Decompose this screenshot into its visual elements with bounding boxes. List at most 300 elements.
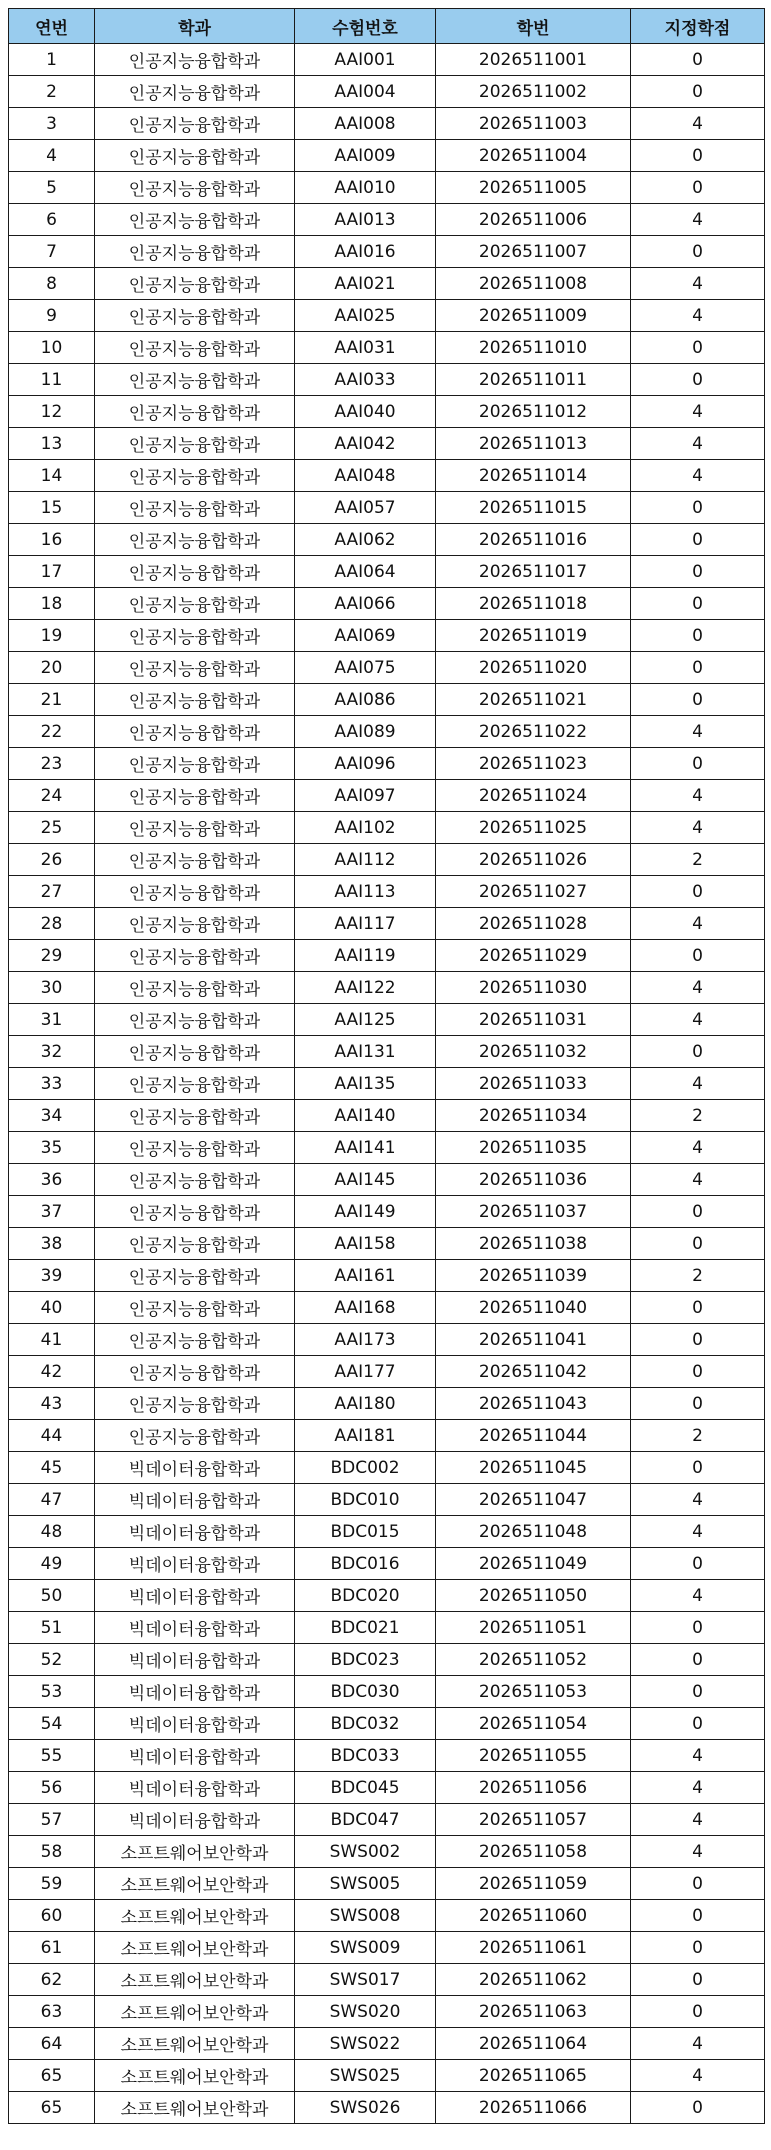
table-row <box>9 524 765 556</box>
department-cell: 인공지능융합학과 <box>95 204 295 236</box>
credits-cell: 0 <box>631 1548 765 1580</box>
credits-cell: 4 <box>631 1804 765 1836</box>
student-id-cell: 2026511025 <box>436 812 631 844</box>
student-id-cell: 2026511063 <box>436 1996 631 2028</box>
table-row <box>9 1356 765 1388</box>
credits-cell: 0 <box>631 1452 765 1484</box>
student-id-cell: 2026511040 <box>436 1292 631 1324</box>
serial-cell: 5 <box>9 172 95 204</box>
student-id-cell: 2026511042 <box>436 1356 631 1388</box>
credits-cell: 0 <box>631 1676 765 1708</box>
table-row <box>9 812 765 844</box>
department-cell: 인공지능융합학과 <box>95 1420 295 1452</box>
department-cell: 빅데이터융합학과 <box>95 1772 295 1804</box>
department-cell: 인공지능융합학과 <box>95 1036 295 1068</box>
credits-cell: 0 <box>631 1196 765 1228</box>
department-cell: 인공지능융합학과 <box>95 396 295 428</box>
department-cell: 빅데이터융합학과 <box>95 1644 295 1676</box>
student-id-cell: 2026511035 <box>436 1132 631 1164</box>
credits-cell: 0 <box>631 1868 765 1900</box>
serial-cell: 26 <box>9 844 95 876</box>
exam-number-cell: SWS026 <box>295 2092 436 2124</box>
credits-cell: 0 <box>631 620 765 652</box>
table-row <box>9 1004 765 1036</box>
serial-cell: 16 <box>9 524 95 556</box>
serial-cell: 29 <box>9 940 95 972</box>
exam-number-cell: AAI048 <box>295 460 436 492</box>
table-row <box>9 1164 765 1196</box>
exam-number-cell: AAI075 <box>295 652 436 684</box>
serial-cell: 61 <box>9 1932 95 1964</box>
student-id-cell: 2026511020 <box>436 652 631 684</box>
table-row <box>9 1580 765 1612</box>
serial-cell: 35 <box>9 1132 95 1164</box>
student-id-cell: 2026511015 <box>436 492 631 524</box>
serial-cell: 48 <box>9 1516 95 1548</box>
table-row <box>9 460 765 492</box>
credits-cell: 0 <box>631 2092 765 2124</box>
serial-cell: 8 <box>9 268 95 300</box>
student-id-cell: 2026511054 <box>436 1708 631 1740</box>
exam-number-cell: AAI168 <box>295 1292 436 1324</box>
serial-cell: 42 <box>9 1356 95 1388</box>
table-row <box>9 844 765 876</box>
exam-number-cell: AAI042 <box>295 428 436 460</box>
table-row <box>9 1676 765 1708</box>
exam-number-cell: SWS002 <box>295 1836 436 1868</box>
serial-cell: 31 <box>9 1004 95 1036</box>
exam-number-cell: BDC010 <box>295 1484 436 1516</box>
exam-number-cell: AAI181 <box>295 1420 436 1452</box>
department-cell: 인공지능융합학과 <box>95 492 295 524</box>
table-row <box>9 1484 765 1516</box>
department-cell: 인공지능융합학과 <box>95 588 295 620</box>
student-id-cell: 2026511036 <box>436 1164 631 1196</box>
serial-cell: 40 <box>9 1292 95 1324</box>
table-row <box>9 1932 765 1964</box>
department-cell: 인공지능융합학과 <box>95 332 295 364</box>
credits-cell: 2 <box>631 1100 765 1132</box>
department-cell: 인공지능융합학과 <box>95 1324 295 1356</box>
department-cell: 인공지능융합학과 <box>95 1004 295 1036</box>
table-row <box>9 1772 765 1804</box>
department-cell: 인공지능융합학과 <box>95 652 295 684</box>
serial-cell: 56 <box>9 1772 95 1804</box>
student-id-cell: 2026511051 <box>436 1612 631 1644</box>
exam-number-cell: BDC020 <box>295 1580 436 1612</box>
credits-cell: 4 <box>631 1516 765 1548</box>
exam-number-cell: BDC033 <box>295 1740 436 1772</box>
table-row <box>9 1036 765 1068</box>
department-cell: 소프트웨어보안학과 <box>95 2060 295 2092</box>
serial-cell: 32 <box>9 1036 95 1068</box>
table-row <box>9 1708 765 1740</box>
exam-number-cell: AAI004 <box>295 76 436 108</box>
student-id-cell: 2026511044 <box>436 1420 631 1452</box>
student-id-cell: 2026511034 <box>436 1100 631 1132</box>
credits-cell: 0 <box>631 652 765 684</box>
department-cell: 인공지능융합학과 <box>95 972 295 1004</box>
header-assigned-credits: 지정학점 <box>631 9 765 44</box>
serial-cell: 22 <box>9 716 95 748</box>
credits-cell: 4 <box>631 460 765 492</box>
student-id-cell: 2026511031 <box>436 1004 631 1036</box>
department-cell: 빅데이터융합학과 <box>95 1612 295 1644</box>
table-row <box>9 396 765 428</box>
table-row <box>9 1260 765 1292</box>
student-id-cell: 2026511048 <box>436 1516 631 1548</box>
table-row <box>9 1740 765 1772</box>
student-id-cell: 2026511032 <box>436 1036 631 1068</box>
student-id-cell: 2026511013 <box>436 428 631 460</box>
serial-cell: 18 <box>9 588 95 620</box>
student-id-cell: 2026511016 <box>436 524 631 556</box>
department-cell: 빅데이터융합학과 <box>95 1708 295 1740</box>
credits-cell: 0 <box>631 236 765 268</box>
department-cell: 소프트웨어보안학과 <box>95 1868 295 1900</box>
credits-cell: 0 <box>631 140 765 172</box>
student-id-cell: 2026511056 <box>436 1772 631 1804</box>
credits-cell: 4 <box>631 908 765 940</box>
student-id-cell: 2026511004 <box>436 140 631 172</box>
exam-number-cell: AAI112 <box>295 844 436 876</box>
serial-cell: 37 <box>9 1196 95 1228</box>
serial-cell: 19 <box>9 620 95 652</box>
department-cell: 인공지능융합학과 <box>95 1260 295 1292</box>
exam-number-cell: AAI086 <box>295 684 436 716</box>
department-cell: 인공지능융합학과 <box>95 1356 295 1388</box>
serial-cell: 7 <box>9 236 95 268</box>
department-cell: 소프트웨어보안학과 <box>95 2028 295 2060</box>
table-row <box>9 332 765 364</box>
exam-number-cell: AAI102 <box>295 812 436 844</box>
exam-number-cell: AAI010 <box>295 172 436 204</box>
student-id-cell: 2026511064 <box>436 2028 631 2060</box>
exam-number-cell: AAI062 <box>295 524 436 556</box>
exam-number-cell: AAI161 <box>295 1260 436 1292</box>
student-id-cell: 2026511045 <box>436 1452 631 1484</box>
credits-cell: 4 <box>631 1004 765 1036</box>
exam-number-cell: AAI140 <box>295 1100 436 1132</box>
serial-cell: 43 <box>9 1388 95 1420</box>
student-id-cell: 2026511002 <box>436 76 631 108</box>
serial-cell: 1 <box>9 44 95 76</box>
exam-number-cell: AAI021 <box>295 268 436 300</box>
table-row <box>9 588 765 620</box>
serial-cell: 17 <box>9 556 95 588</box>
credits-cell: 4 <box>631 780 765 812</box>
table-row <box>9 1900 765 1932</box>
table-row <box>9 908 765 940</box>
student-id-cell: 2026511028 <box>436 908 631 940</box>
student-id-cell: 2026511055 <box>436 1740 631 1772</box>
serial-cell: 2 <box>9 76 95 108</box>
credits-cell: 4 <box>631 204 765 236</box>
credits-cell: 0 <box>631 332 765 364</box>
table-row <box>9 1612 765 1644</box>
serial-cell: 13 <box>9 428 95 460</box>
student-id-cell: 2026511008 <box>436 268 631 300</box>
serial-cell: 27 <box>9 876 95 908</box>
table-row <box>9 1196 765 1228</box>
student-id-cell: 2026511062 <box>436 1964 631 1996</box>
credits-cell: 4 <box>631 108 765 140</box>
department-cell: 인공지능융합학과 <box>95 1196 295 1228</box>
credits-cell: 0 <box>631 1708 765 1740</box>
credits-cell: 4 <box>631 1772 765 1804</box>
credits-cell: 4 <box>631 2060 765 2092</box>
exam-number-cell: SWS009 <box>295 1932 436 1964</box>
department-cell: 빅데이터융합학과 <box>95 1548 295 1580</box>
student-id-cell: 2026511003 <box>436 108 631 140</box>
exam-number-cell: AAI131 <box>295 1036 436 1068</box>
department-cell: 소프트웨어보안학과 <box>95 1900 295 1932</box>
credits-cell: 4 <box>631 1836 765 1868</box>
table-row <box>9 2028 765 2060</box>
student-id-cell: 2026511041 <box>436 1324 631 1356</box>
credits-cell: 4 <box>631 1484 765 1516</box>
exam-number-cell: AAI016 <box>295 236 436 268</box>
credits-cell: 2 <box>631 1260 765 1292</box>
table-row <box>9 1452 765 1484</box>
student-id-cell: 2026511030 <box>436 972 631 1004</box>
table-row <box>9 620 765 652</box>
department-cell: 인공지능융합학과 <box>95 940 295 972</box>
exam-number-cell: BDC047 <box>295 1804 436 1836</box>
credits-cell: 4 <box>631 812 765 844</box>
serial-cell: 41 <box>9 1324 95 1356</box>
credits-cell: 4 <box>631 2028 765 2060</box>
department-cell: 인공지능융합학과 <box>95 684 295 716</box>
table-row <box>9 140 765 172</box>
student-id-cell: 2026511047 <box>436 1484 631 1516</box>
student-id-cell: 2026511061 <box>436 1932 631 1964</box>
header-exam-number: 수험번호 <box>295 9 436 44</box>
credits-cell: 4 <box>631 1580 765 1612</box>
serial-cell: 21 <box>9 684 95 716</box>
exam-number-cell: AAI125 <box>295 1004 436 1036</box>
credits-cell: 0 <box>631 364 765 396</box>
serial-cell: 24 <box>9 780 95 812</box>
serial-cell: 20 <box>9 652 95 684</box>
table-row <box>9 2060 765 2092</box>
department-cell: 인공지능융합학과 <box>95 140 295 172</box>
table-row <box>9 556 765 588</box>
exam-number-cell: AAI119 <box>295 940 436 972</box>
department-cell: 소프트웨어보안학과 <box>95 2092 295 2124</box>
exam-number-cell: BDC045 <box>295 1772 436 1804</box>
credits-cell: 0 <box>631 76 765 108</box>
serial-cell: 59 <box>9 1868 95 1900</box>
serial-cell: 15 <box>9 492 95 524</box>
serial-cell: 53 <box>9 1676 95 1708</box>
table-row <box>9 1868 765 1900</box>
department-cell: 인공지능융합학과 <box>95 748 295 780</box>
credits-cell: 4 <box>631 1068 765 1100</box>
exam-number-cell: AAI180 <box>295 1388 436 1420</box>
department-cell: 인공지능융합학과 <box>95 44 295 76</box>
credits-cell: 4 <box>631 1132 765 1164</box>
student-id-cell: 2026511049 <box>436 1548 631 1580</box>
department-cell: 인공지능융합학과 <box>95 364 295 396</box>
exam-number-cell: SWS005 <box>295 1868 436 1900</box>
serial-cell: 25 <box>9 812 95 844</box>
table-row <box>9 972 765 1004</box>
serial-cell: 58 <box>9 1836 95 1868</box>
credits-cell: 4 <box>631 428 765 460</box>
serial-cell: 14 <box>9 460 95 492</box>
department-cell: 인공지능융합학과 <box>95 236 295 268</box>
table-row <box>9 428 765 460</box>
table-row <box>9 236 765 268</box>
exam-number-cell: AAI008 <box>295 108 436 140</box>
student-id-cell: 2026511022 <box>436 716 631 748</box>
student-id-cell: 2026511038 <box>436 1228 631 1260</box>
table-row <box>9 2092 765 2124</box>
serial-cell: 10 <box>9 332 95 364</box>
exam-number-cell: AAI113 <box>295 876 436 908</box>
student-id-cell: 2026511026 <box>436 844 631 876</box>
department-cell: 인공지능융합학과 <box>95 556 295 588</box>
student-id-cell: 2026511019 <box>436 620 631 652</box>
department-cell: 인공지능융합학과 <box>95 1100 295 1132</box>
exam-number-cell: AAI040 <box>295 396 436 428</box>
credits-cell: 0 <box>631 748 765 780</box>
table-row <box>9 1548 765 1580</box>
credits-cell: 2 <box>631 844 765 876</box>
serial-cell: 3 <box>9 108 95 140</box>
department-cell: 인공지능융합학과 <box>95 460 295 492</box>
student-id-cell: 2026511053 <box>436 1676 631 1708</box>
serial-cell: 36 <box>9 1164 95 1196</box>
credits-cell: 4 <box>631 1740 765 1772</box>
serial-cell: 6 <box>9 204 95 236</box>
exam-number-cell: AAI013 <box>295 204 436 236</box>
serial-cell: 49 <box>9 1548 95 1580</box>
exam-number-cell: AAI066 <box>295 588 436 620</box>
credits-cell: 4 <box>631 396 765 428</box>
exam-number-cell: AAI057 <box>295 492 436 524</box>
exam-number-cell: BDC032 <box>295 1708 436 1740</box>
serial-cell: 51 <box>9 1612 95 1644</box>
credits-cell: 0 <box>631 1324 765 1356</box>
department-cell: 빅데이터융합학과 <box>95 1484 295 1516</box>
credits-cell: 4 <box>631 268 765 300</box>
credits-cell: 2 <box>631 1420 765 1452</box>
table-row <box>9 1804 765 1836</box>
student-id-cell: 2026511060 <box>436 1900 631 1932</box>
student-id-cell: 2026511001 <box>436 44 631 76</box>
student-id-cell: 2026511059 <box>436 1868 631 1900</box>
credits-cell: 4 <box>631 1164 765 1196</box>
department-cell: 인공지능융합학과 <box>95 844 295 876</box>
table-row <box>9 204 765 236</box>
serial-cell: 44 <box>9 1420 95 1452</box>
serial-cell: 54 <box>9 1708 95 1740</box>
department-cell: 인공지능융합학과 <box>95 428 295 460</box>
table-row <box>9 44 765 76</box>
serial-cell: 62 <box>9 1964 95 1996</box>
department-cell: 인공지능융합학과 <box>95 1292 295 1324</box>
department-cell: 소프트웨어보안학과 <box>95 1836 295 1868</box>
credits-cell: 0 <box>631 876 765 908</box>
credits-cell: 0 <box>631 172 765 204</box>
header-department: 학과 <box>95 9 295 44</box>
serial-cell: 38 <box>9 1228 95 1260</box>
serial-cell: 12 <box>9 396 95 428</box>
exam-number-cell: AAI097 <box>295 780 436 812</box>
exam-number-cell: AAI135 <box>295 1068 436 1100</box>
table-row <box>9 1996 765 2028</box>
department-cell: 인공지능융합학과 <box>95 1228 295 1260</box>
exam-number-cell: AAI149 <box>295 1196 436 1228</box>
serial-cell: 4 <box>9 140 95 172</box>
student-id-cell: 2026511027 <box>436 876 631 908</box>
exam-number-cell: AAI009 <box>295 140 436 172</box>
department-cell: 빅데이터융합학과 <box>95 1676 295 1708</box>
exam-number-cell: BDC015 <box>295 1516 436 1548</box>
credits-cell: 0 <box>631 1612 765 1644</box>
table-row <box>9 1836 765 1868</box>
exam-number-cell: BDC016 <box>295 1548 436 1580</box>
serial-cell: 23 <box>9 748 95 780</box>
department-cell: 빅데이터융합학과 <box>95 1740 295 1772</box>
student-id-cell: 2026511052 <box>436 1644 631 1676</box>
exam-number-cell: AAI122 <box>295 972 436 1004</box>
credits-cell: 0 <box>631 588 765 620</box>
credits-cell: 0 <box>631 684 765 716</box>
exam-number-cell: AAI064 <box>295 556 436 588</box>
exam-number-cell: AAI069 <box>295 620 436 652</box>
table-row <box>9 1132 765 1164</box>
exam-number-cell: BDC030 <box>295 1676 436 1708</box>
table-row <box>9 1516 765 1548</box>
table-row <box>9 76 765 108</box>
credits-cell: 0 <box>631 1228 765 1260</box>
table-row <box>9 1228 765 1260</box>
student-id-cell: 2026511014 <box>436 460 631 492</box>
student-id-cell: 2026511043 <box>436 1388 631 1420</box>
student-id-cell: 2026511009 <box>436 300 631 332</box>
table-row <box>9 364 765 396</box>
credits-cell: 0 <box>631 1292 765 1324</box>
exam-number-cell: AAI158 <box>295 1228 436 1260</box>
serial-cell: 30 <box>9 972 95 1004</box>
credit-table <box>8 8 765 2124</box>
table-body <box>9 44 765 2124</box>
student-id-cell: 2026511017 <box>436 556 631 588</box>
department-cell: 소프트웨어보안학과 <box>95 1964 295 1996</box>
serial-cell: 50 <box>9 1580 95 1612</box>
serial-cell: 45 <box>9 1452 95 1484</box>
department-cell: 인공지능융합학과 <box>95 908 295 940</box>
department-cell: 인공지능융합학과 <box>95 876 295 908</box>
table-row <box>9 172 765 204</box>
serial-cell: 55 <box>9 1740 95 1772</box>
serial-cell: 65 <box>9 2092 95 2124</box>
table-row <box>9 1420 765 1452</box>
department-cell: 소프트웨어보안학과 <box>95 1932 295 1964</box>
header-student-id: 학번 <box>436 9 631 44</box>
serial-cell: 60 <box>9 1900 95 1932</box>
table-row <box>9 268 765 300</box>
credits-cell: 0 <box>631 1388 765 1420</box>
serial-cell: 33 <box>9 1068 95 1100</box>
credits-cell: 0 <box>631 556 765 588</box>
department-cell: 인공지능융합학과 <box>95 1068 295 1100</box>
credits-cell: 4 <box>631 300 765 332</box>
student-id-cell: 2026511050 <box>436 1580 631 1612</box>
